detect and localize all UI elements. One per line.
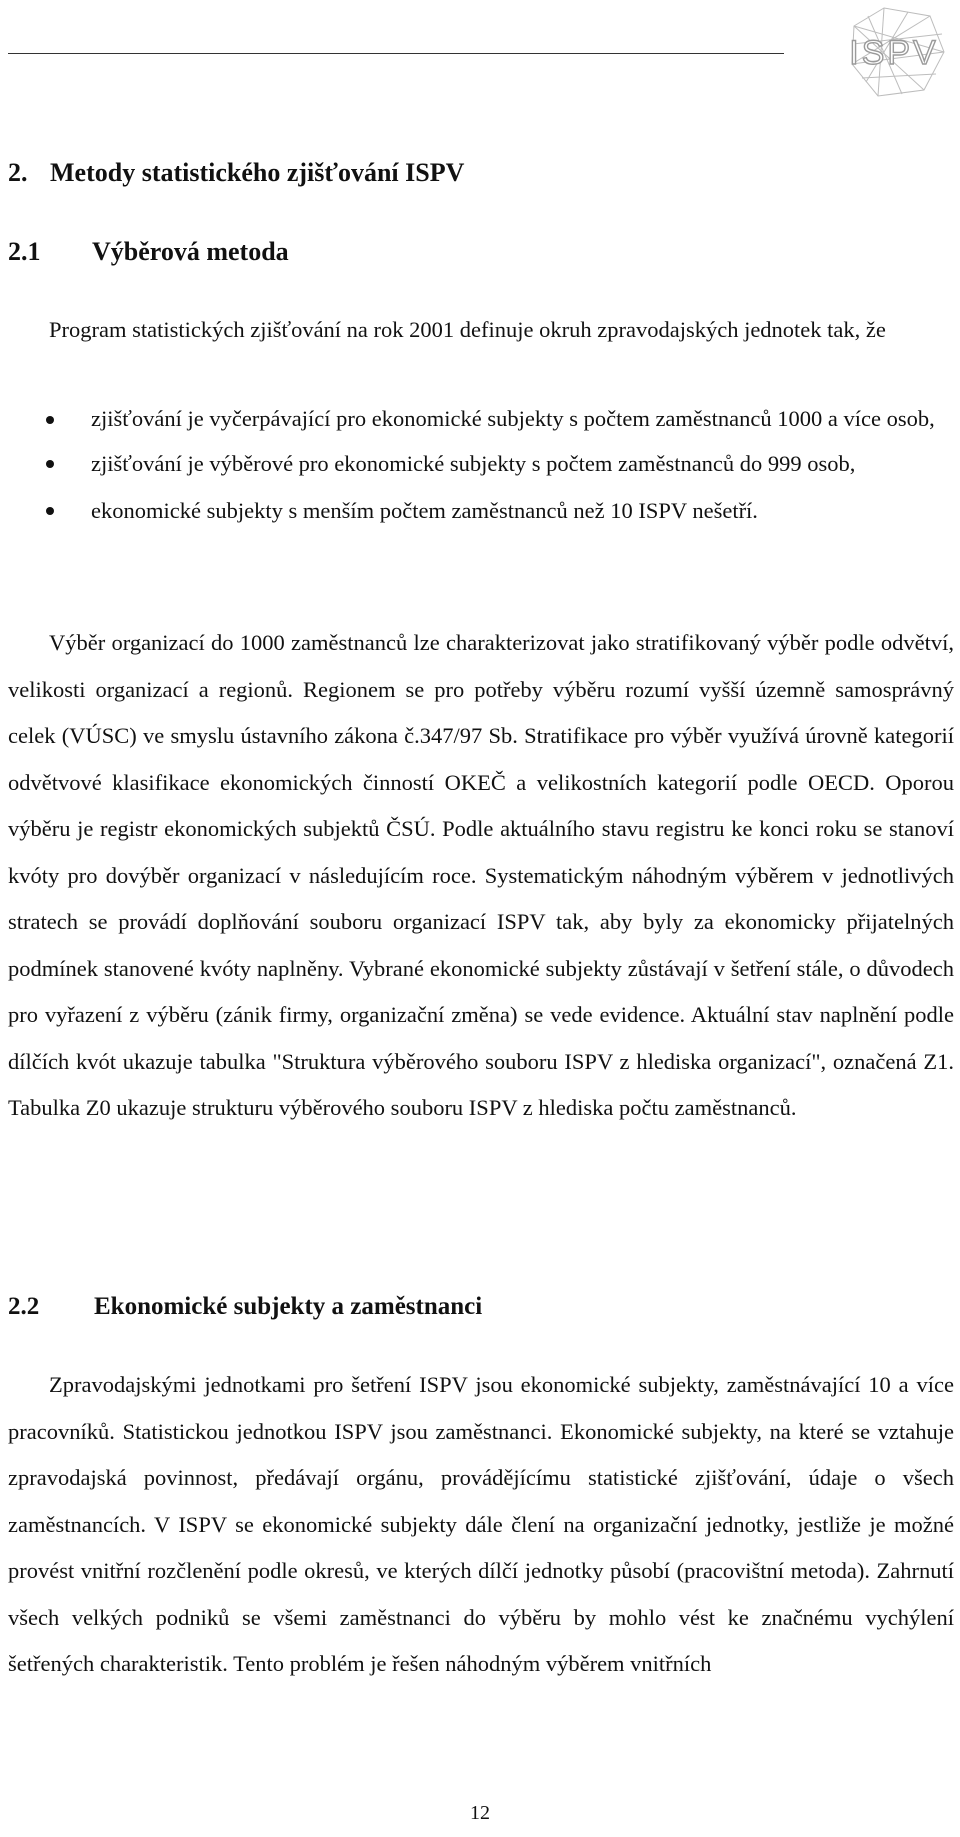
ispv-logo: [832, 4, 956, 100]
list-item-text: ekonomické subjekty s menším počtem zaměstnanců než 10 ISPV nešetří.: [91, 497, 758, 523]
header-rule: [8, 53, 784, 54]
bullet-list: [8, 397, 954, 534]
list-item-text: zjišťování je vyčerpávající pro ekonomické subjekty s počtem zaměstnanců 1000 a více osob,: [91, 406, 935, 431]
list-item: [8, 488, 954, 535]
body-paragraph-1: Výběr organizací do 1000 zaměstnanců lze charakterizovat jako stratifikovaný výběr podle odvětví, velikosti organizací a regionů. Regionem se pro potřeby výběru rozumí vyšší územně samosprávný celek (VÚSC) ve smyslu ústavního zákona č.347/97 Sb. Stratifikace pro výběr využívá úrovně kategorií odvětvové klasifikace ekonomických činností OKEČ a velikostních kategorií podle OECD. Oporou výběru je registr ekonomických subjektů ČSÚ. Podle aktuálního stavu registru ke konci roku se stanoví kvóty pro dovýběr organizací v následujícím roce. Systematickým náhodným výběrem v jednotlivých stratech se provádí doplňování souboru organizací ISPV tak, aby byly za ekonomicky přijatelných podmínek stanovené kvóty naplněny. Vybrané ekonomické subjekty zůstávají v šetření stále, o důvodech pro vyřazení z výběru (zánik firmy, organizační změna) se vede evidence. Aktuální stav naplnění podle dílčích kvót ukazuje tabulka "Struktura výběrového souboru ISPV z hlediska organizací", označená Z1. Tabulka Z0 ukazuje strukturu výběrového souboru ISPV z hlediska počtu zaměstnanců.: [8, 630, 954, 1120]
bullet-icon: [46, 460, 54, 468]
page-number: 12: [470, 1802, 490, 1824]
subsection-number-1: 2.1: [8, 237, 41, 266]
section-heading: [8, 158, 464, 188]
subsection-title-1: Výběrová metoda: [92, 237, 289, 266]
bullet-icon: [46, 416, 54, 424]
subsection-number-2: 2.2: [8, 1293, 40, 1320]
subsection-title-2: Ekonomické subjekty a zaměstnanci: [94, 1293, 483, 1320]
subsection-heading-2: [8, 1292, 482, 1322]
subsection-heading-1: [8, 237, 289, 267]
list-item: [8, 441, 954, 488]
list-item: [8, 397, 954, 441]
list-item-text: zjišťování je výběrové pro ekonomické subjekty s počtem zaměstnanců do 999 osob,: [91, 451, 856, 476]
body-paragraph-2: Zpravodajskými jednotkami pro šetření ISPV jsou ekonomické subjekty, zaměstnávající 10 a více pracovníků. Statistickou jednotkou ISPV jsou zaměstnanci. Ekonomické subjekty, na které se vztahuje zpravodajská povinnost, předávají orgánu, provádějícímu statistické zjišťování, údaje o všech zaměstnancích. V ISPV se ekonomické subjekty dále člení na organizační jednotky, jestliže je možné provést vnitřní rozčlenění podle okresů, ve kterých dílčí jednotky působí (pracovištní metoda). Zahrnutí všech velkých podniků se všemi zaměstnanci do výběru by mohlo vést ke značnému vychýlení šetřených charakteristik. Tento problém je řešen náhodným výběrem vnitřních: [8, 1372, 954, 1676]
intro-paragraph: Program statistických zjišťování na rok 2001 definuje okruh zpravodajských jednotek tak, že: [49, 317, 886, 342]
logo-text: ISPV: [849, 34, 939, 72]
section-number: 2.: [8, 158, 28, 187]
section-title: Metody statistického zjišťování ISPV: [50, 158, 465, 187]
bullet-icon: [46, 507, 54, 515]
